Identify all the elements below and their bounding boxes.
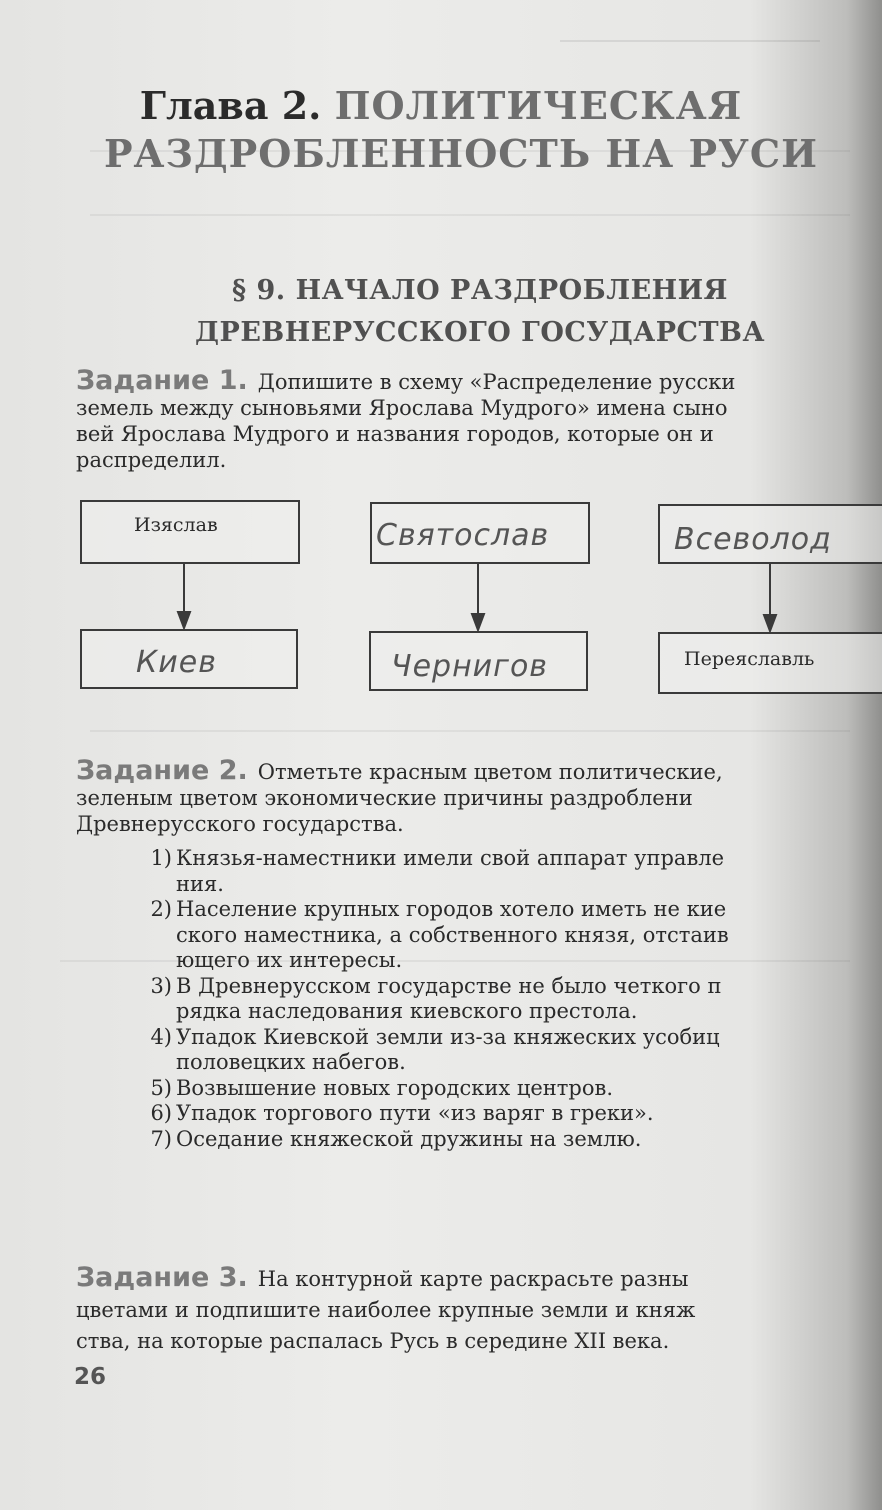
arrow-3-head — [764, 615, 776, 631]
list-item[interactable] — [136, 1025, 729, 1076]
task-1-line4: распределил. — [76, 448, 227, 472]
city-box-1-handwriting: Киев — [136, 645, 217, 680]
list-item[interactable] — [136, 974, 729, 1025]
son-box-3-handwriting: Всеволод — [674, 522, 832, 557]
list-item-text: рядка наследования киевского престола. — [176, 999, 638, 1023]
list-item-text: ского наместника, а собственного князя, отстаив — [176, 922, 729, 947]
task-3-line2: цветами и подпишите наиболее крупные земли и княж — [76, 1298, 696, 1322]
section-title-line2: ДРЕВНЕРУССКОГО ГОСУДАРСТВА — [195, 317, 765, 348]
list-item-text: ния. — [176, 871, 224, 896]
arrow-1-head — [178, 612, 190, 628]
task-2-line3: Древнерусского государства. — [76, 812, 404, 836]
list-item-text: Князья-наместники имели свой аппарат управле — [176, 846, 725, 870]
arrow-2-head — [472, 614, 484, 630]
list-item[interactable] — [136, 1076, 729, 1102]
list-item-number: 7) — [150, 1126, 172, 1151]
chapter-title-line2: РАЗДРОБЛЕННОСТЬ НА РУСИ — [103, 131, 819, 176]
list-item-text: Население крупных городов хотело иметь не кие — [176, 897, 727, 921]
list-item-text: Оседание княжеской дружины на землю. — [176, 1126, 642, 1151]
list-item[interactable] — [136, 1127, 729, 1153]
list-item-text: В Древнерусском государстве не было четкого п — [176, 973, 722, 998]
chapter-label: Глава 2. — [139, 83, 322, 128]
list-item[interactable] — [136, 846, 729, 897]
task-1-line3: вей Ярослава Мудрого и названия городов, которые он и — [76, 422, 714, 446]
task-2-line2: зеленым цветом экономические причины раздроблени — [76, 786, 693, 810]
list-item-text: Упадок Киевской земли из-за княжеских усобиц — [176, 1024, 720, 1049]
list-item-number: 6) — [150, 1101, 172, 1125]
list-item-text: ющего их интересы. — [176, 948, 403, 972]
task-1-label: Задание 1. — [76, 365, 248, 396]
city-box-3-label: Переяславль — [684, 648, 815, 670]
task-1-line2: земель между сыновьями Ярослава Мудрого» имена сыно — [76, 396, 728, 420]
list-item-number: 2) — [150, 897, 172, 921]
list-item-number: 5) — [150, 1075, 172, 1100]
task-2-line1: Отметьте красным цветом политические, — [257, 760, 723, 784]
list-item[interactable] — [136, 1101, 729, 1127]
list-item-text: Упадок торгового пути «из варяг в греки». — [176, 1101, 654, 1125]
list-item-text: половецких набегов. — [176, 1050, 406, 1074]
causes-list — [136, 846, 729, 1152]
list-item-number: 1) — [150, 846, 172, 870]
city-box-2-handwriting: Чернигов — [391, 649, 548, 684]
page-number: 26 — [74, 1364, 107, 1390]
section-title-line1: § 9. НАЧАЛО РАЗДРОБЛЕНИЯ — [232, 275, 728, 306]
list-item[interactable] — [136, 897, 729, 974]
list-item-number: 4) — [150, 1024, 172, 1049]
task-3-line3: ства, на которые распалась Русь в середине XII века. — [76, 1329, 670, 1353]
task-2-label: Задание 2. — [76, 755, 248, 786]
list-item-text: Возвышение новых городских центров. — [176, 1075, 614, 1100]
list-item-number: 3) — [150, 973, 172, 998]
task-1-line1: Допишите в схему «Распределение русски — [257, 370, 736, 394]
task-2 — [76, 755, 876, 837]
task-3 — [76, 1262, 876, 1357]
task-3-line1: На контурной карте раскрасьте разны — [257, 1267, 689, 1291]
task-3-label: Задание 3. — [76, 1262, 248, 1293]
chapter-title-line1: ПОЛИТИЧЕСКАЯ — [334, 83, 743, 128]
son-box-2-handwriting: Святослав — [376, 518, 550, 553]
son-box-1-label: Изяслав — [134, 514, 218, 536]
